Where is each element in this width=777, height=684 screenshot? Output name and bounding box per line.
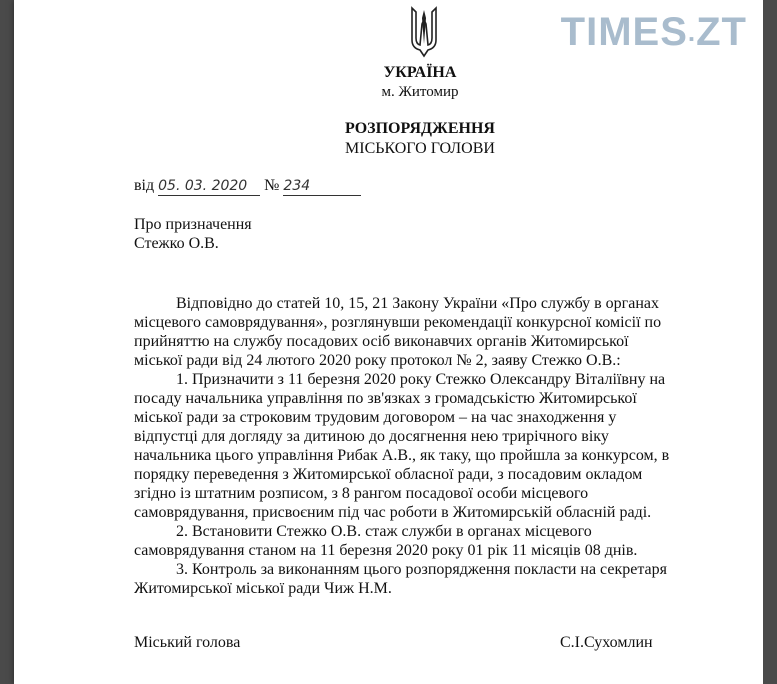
- city-name: м. Житомир: [381, 84, 459, 100]
- country-title: УКРАЇНА: [383, 64, 457, 81]
- right-margin: [763, 0, 777, 684]
- item-1-paragraph: 1. Призначити з 11 березня 2020 року Стежко Олександру Віталіївну на посаду начальника управління по зв'язках з громадськістю Житомирської міської ради за строковим трудовим договором – на час знаходження у відпустці для догляду за дитиною до досягнення нею трирічного віку начальника цього управління Рибак А.В., як таку, що пройшла за конкурсом, в порядку переведення з Житомирської обласної ради, з посадовим окладом згідно із штатним розписом, з 8 рангом посадової особи місцевого самоврядування, присвоєним під час роботи в Житомирській обласній раді.: [134, 371, 670, 521]
- document-type: РОЗПОРЯДЖЕННЯ: [345, 120, 495, 137]
- subject-line-1: Про призначення: [134, 216, 252, 233]
- signature-name: С.І.Сухомлин: [560, 634, 653, 651]
- item-2-paragraph: 2. Встановити Стежко О.В. стаж служби в органах місцевого самоврядування станом на 11 березня 2020 року 01 рік 11 місяців 08 днів.: [134, 523, 638, 559]
- trident-icon: [404, 4, 444, 60]
- reference-date: 05. 03. 2020: [158, 178, 248, 194]
- item-3-paragraph: 3. Контроль за виконанням цього розпорядження покласти на секретаря Житомирської міської ради Чиж Н.М.: [134, 561, 667, 597]
- reference-line: від 05. 03. 2020 № 234: [134, 177, 361, 196]
- site-logo[interactable]: TIMES.ZT: [560, 10, 747, 54]
- left-margin: [0, 0, 14, 684]
- signature-title: Міський голова: [134, 634, 241, 651]
- subject-line-2: Стежко О.В.: [134, 235, 219, 252]
- reference-number: 234: [283, 178, 311, 194]
- intro-paragraph: Відповідно до статей 10, 15, 21 Закону України «Про службу в органах місцевого самоврядування», розглянувши рекомендації конкурсної комісії по прийняттю на службу посадових осіб виконавчих органів Житомирської міської ради від 24 лютого 2020 року протокол № 2, заяву Стежко О.В.:: [134, 295, 662, 369]
- document-issuer: МІСЬКОГО ГОЛОВИ: [345, 140, 495, 157]
